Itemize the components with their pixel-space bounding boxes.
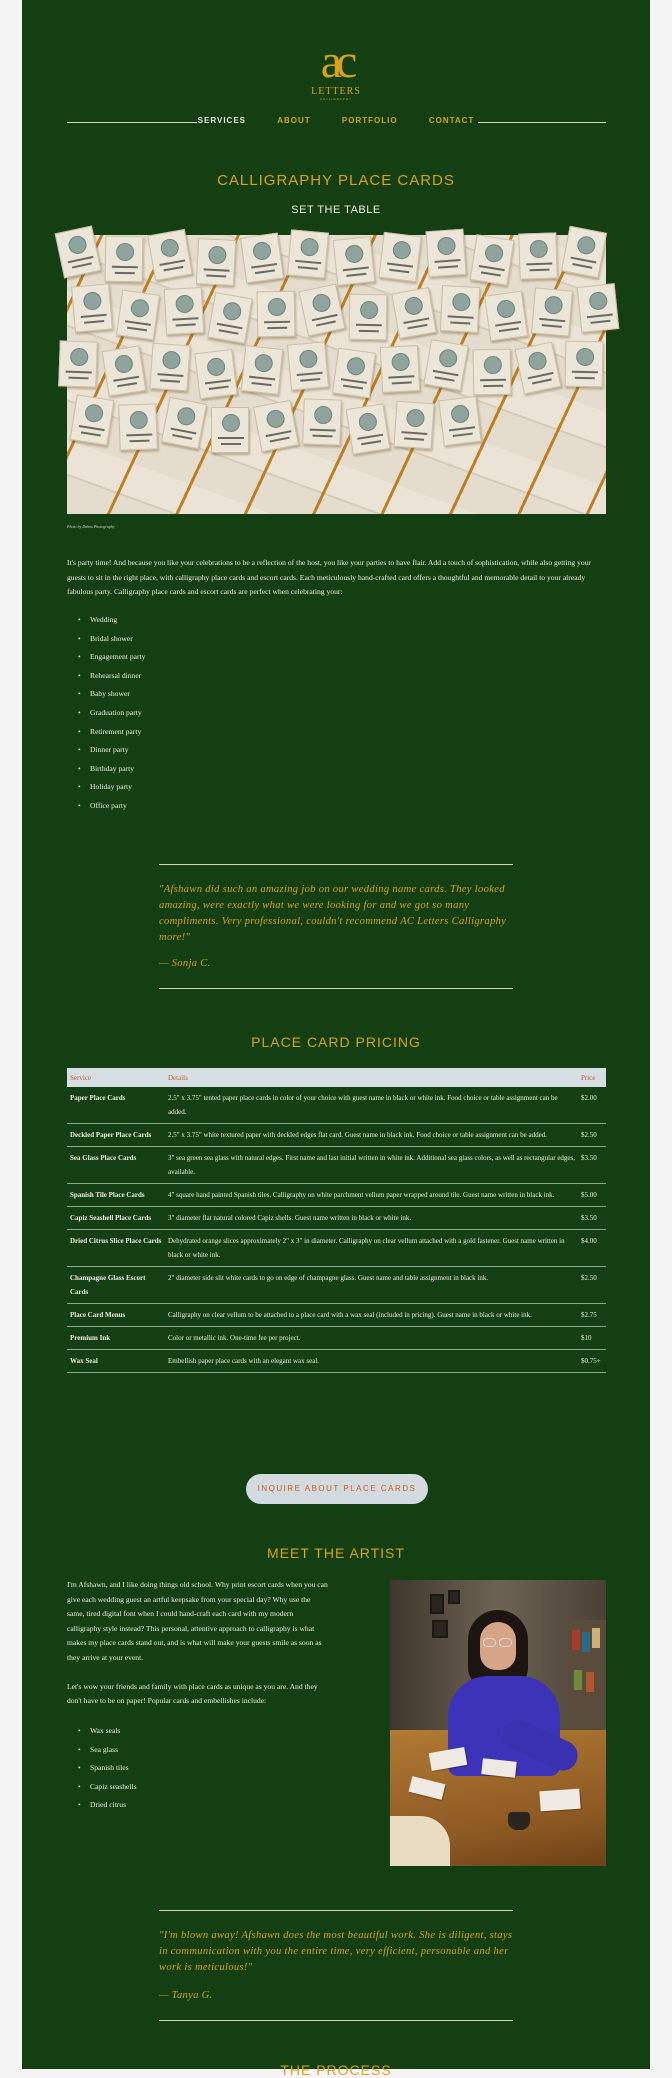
cell-details: Embellish paper place cards with an elegant wax seal. bbox=[165, 1350, 578, 1373]
page bbox=[22, 0, 650, 2078]
cell-details: 3" diameter flat natural colored Capiz shells. Guest name written in black or white ink. bbox=[165, 1207, 578, 1230]
place-card bbox=[253, 400, 299, 452]
cell-price: $3.50 bbox=[578, 1207, 606, 1230]
inquire-button[interactable]: INQUIRE ABOUT PLACE CARDS bbox=[246, 1474, 428, 1504]
place-card bbox=[484, 291, 528, 342]
nav-item-portfolio[interactable]: PORTFOLIO bbox=[341, 116, 398, 125]
pricing-table bbox=[67, 1068, 606, 1373]
place-card bbox=[473, 349, 512, 396]
place-card bbox=[287, 341, 329, 390]
table-row bbox=[67, 1207, 606, 1230]
quote2-divider-top bbox=[159, 1910, 513, 1911]
cell-service: Dried Citrus Slice Place Cards bbox=[67, 1230, 165, 1267]
place-card bbox=[333, 236, 376, 286]
list-item: • Holiday party bbox=[78, 778, 145, 797]
place-card bbox=[438, 396, 481, 446]
place-card bbox=[531, 287, 573, 336]
logo-subline: CALLIGRAPHY bbox=[319, 97, 352, 101]
logo[interactable] bbox=[22, 35, 650, 101]
artist-photo bbox=[390, 1580, 606, 1866]
photo-credit: Photo by Dabos Photography bbox=[67, 524, 115, 529]
place-card bbox=[161, 397, 207, 449]
table-row bbox=[67, 1147, 606, 1184]
cell-details: Color or metallic ink. One-time fee per project. bbox=[165, 1327, 578, 1350]
place-card bbox=[58, 340, 98, 387]
testimonial2-quote: "I'm blown away! Afshawn does the most beautiful work. She is diligent, stays in communication with you the entire time, very efficient, personable and her work is meticulous!" bbox=[159, 1930, 513, 1973]
testimonial-quote: "Afshawn did such an amazing job on our wedding name cards. They looked amazing, were exactly what we were looking for and we got so many compliments. Very professional, couldn't recommend AC Letters Calligraphy more!" bbox=[159, 884, 507, 943]
cell-price: $0.75+ bbox=[578, 1350, 606, 1373]
cell-price: $2.75 bbox=[578, 1304, 606, 1327]
quote-divider-top bbox=[159, 864, 513, 865]
list-item: • Wax seals bbox=[78, 1722, 137, 1741]
place-card bbox=[194, 349, 237, 399]
cell-price: $2.50 bbox=[578, 1267, 606, 1304]
pricing-heading: PLACE CARD PRICING bbox=[251, 1034, 421, 1050]
cell-price: $10 bbox=[578, 1327, 606, 1350]
col-details: Details bbox=[168, 1073, 188, 1082]
place-card bbox=[240, 233, 284, 284]
place-card bbox=[287, 229, 329, 278]
cell-details: 2" diameter side slit white cards to go on edge of champagne glass. Guest name and table assignment in black ink. bbox=[165, 1267, 578, 1304]
cell-service: Place Card Menus bbox=[67, 1304, 165, 1327]
cell-service: Paper Place Cards bbox=[67, 1087, 165, 1124]
place-card bbox=[425, 229, 466, 278]
place-card bbox=[149, 343, 190, 392]
artist-bio-p1: I'm Afshawn, and I like doing things old school. Why print escort cards when you can give each wedding guest an artful keepsake from your special day? Why use the same, tired digital font when I could hand-craft each card with my modern calligraphy style instead? This personal, attentive approach to calligraphy is what makes my place cards stand out, and is what will make your guests smile as soon as they arrive at your event. bbox=[67, 1580, 328, 1662]
place-card bbox=[423, 339, 468, 391]
quote-divider-bottom bbox=[159, 988, 513, 989]
place-card bbox=[378, 232, 421, 282]
artist-bio-p2: Let's wow your friends and family with place cards as unique as you are. And they don't have to be on paper! Popular cards and embellishes include: bbox=[67, 1681, 318, 1706]
list-item: • Wedding bbox=[78, 611, 145, 630]
place-card bbox=[302, 398, 342, 445]
cell-price: $2.00 bbox=[578, 1087, 606, 1124]
cell-service: Champagne Glass Escort Cards bbox=[67, 1267, 165, 1304]
quote2-divider-bottom bbox=[159, 2020, 513, 2021]
table-row bbox=[67, 1230, 606, 1267]
list-item: • Office party bbox=[78, 797, 145, 816]
cell-service: Wax Seal bbox=[67, 1350, 165, 1373]
place-card bbox=[299, 284, 346, 337]
list-item: • Graduation party bbox=[78, 704, 145, 723]
nav-item-contact[interactable]: CONTACT bbox=[428, 116, 475, 125]
place-card bbox=[147, 229, 192, 281]
place-card bbox=[196, 238, 236, 286]
cell-price: $4.00 bbox=[578, 1230, 606, 1267]
place-card bbox=[515, 342, 562, 395]
hero-photo-place-cards bbox=[67, 235, 606, 514]
list-item: • Engagement party bbox=[78, 648, 145, 667]
cell-details: 4" square hand painted Spanish tiles. Calligraphy on white parchment vellum paper wrapped around tile. Guest name written in black ink. bbox=[165, 1184, 578, 1207]
cell-details: 3" sea green sea glass with natural edges. First name and last initial written in white ink. Additional sea glass colors, as well as rectangular edges, available. bbox=[165, 1147, 578, 1184]
cell-service: Spanish Tile Place Cards bbox=[67, 1184, 165, 1207]
table-row bbox=[67, 1184, 606, 1207]
place-card bbox=[393, 401, 434, 450]
list-item: • Retirement party bbox=[78, 723, 145, 742]
nav-item-about[interactable]: ABOUT bbox=[277, 116, 311, 125]
list-item: • Birthday party bbox=[78, 760, 145, 779]
logo-monogram: ac bbox=[320, 35, 352, 88]
place-card bbox=[241, 345, 284, 395]
place-card bbox=[118, 403, 158, 450]
cell-details: 2.5" x 3.75" tented paper place cards in color of your choice with guest name in black or white ink. Food choice or table assignment can be added. bbox=[165, 1087, 578, 1124]
place-card bbox=[211, 407, 249, 453]
place-card bbox=[346, 403, 391, 454]
list-item: • Spanish tiles bbox=[78, 1759, 137, 1778]
embellishments-list bbox=[78, 1722, 137, 1815]
place-card bbox=[518, 232, 558, 279]
list-item: • Rehearsal dinner bbox=[78, 667, 145, 686]
intro-paragraph: It's party time! And because you like your celebrations to be a reflection of the host, you like your parties to have flair. Add a touch of sophistication, while also getting your guests to sit in the right place, with calligraphy place cards and escort cards. Each meticulously hand-crafted card offers a thoughtful and memorable detail to your already fabulous party. Calligraphy place cards and escort cards are perfect when celebrating your: bbox=[67, 558, 591, 597]
place-card bbox=[470, 234, 515, 285]
cell-service: Premium Ink bbox=[67, 1327, 165, 1350]
table-row bbox=[67, 1267, 606, 1304]
main-nav bbox=[22, 116, 650, 125]
artist-bio bbox=[67, 1578, 329, 1723]
events-list bbox=[78, 611, 145, 816]
list-item: • Bridal shower bbox=[78, 630, 145, 649]
list-item: • Dried citrus bbox=[78, 1796, 137, 1815]
cell-details: Calligraphy on clear vellum to be attached to a place card with a wax seal (included in pricing). Guest name in black or white ink. bbox=[165, 1304, 578, 1327]
table-row bbox=[67, 1304, 606, 1327]
cell-service: Deckled Paper Place Cards bbox=[67, 1124, 165, 1147]
table-row bbox=[67, 1327, 606, 1350]
table-row bbox=[67, 1350, 606, 1373]
table-row bbox=[67, 1087, 606, 1124]
place-card bbox=[71, 283, 113, 332]
process-heading: THE PROCESS bbox=[280, 2062, 392, 2078]
page-subtitle: SET THE TABLE bbox=[291, 204, 381, 216]
place-card bbox=[105, 236, 144, 283]
col-price: Price bbox=[581, 1073, 596, 1082]
place-card bbox=[561, 226, 607, 278]
list-item: • Capiz seashells bbox=[78, 1778, 137, 1797]
cell-service: Capiz Seashell Place Cards bbox=[67, 1207, 165, 1230]
place-card bbox=[577, 283, 620, 333]
nav-item-services[interactable]: SERVICES bbox=[197, 116, 246, 125]
col-service: Service bbox=[70, 1073, 91, 1082]
pricing-header-row bbox=[67, 1068, 606, 1087]
place-card bbox=[349, 294, 388, 341]
place-card bbox=[207, 292, 252, 344]
testimonial-author: — Sonja C. bbox=[159, 958, 211, 969]
page-title: CALLIGRAPHY PLACE CARDS bbox=[217, 172, 455, 189]
cell-details: Dehydrated orange slices approximately 2" x 3" in diameter. Calligraphy on clear vellum attached with a gold fastener. Guest name written in black or white ink. bbox=[165, 1230, 578, 1267]
cell-price: $3.50 bbox=[578, 1147, 606, 1184]
logo-wordmark: LETTERS bbox=[311, 86, 361, 97]
place-card bbox=[164, 287, 204, 335]
place-card bbox=[70, 394, 115, 445]
artist-heading: MEET THE ARTIST bbox=[267, 1545, 405, 1561]
place-card bbox=[391, 287, 436, 339]
cell-price: $2.50 bbox=[578, 1124, 606, 1147]
list-item: • Sea glass bbox=[78, 1741, 137, 1760]
place-card bbox=[332, 348, 376, 399]
testimonial2-author: — Tanya G. bbox=[159, 1990, 213, 2001]
place-card bbox=[102, 345, 147, 396]
cell-service: Sea Glass Place Cards bbox=[67, 1147, 165, 1184]
cell-details: 2.5" x 3.75" white textured paper with deckled edges flat card. Guest name in black ink. Food choice or table assignment can be added. bbox=[165, 1124, 578, 1147]
place-card bbox=[55, 226, 102, 279]
place-card bbox=[380, 345, 420, 393]
table-row bbox=[67, 1124, 606, 1147]
place-card bbox=[440, 285, 480, 333]
list-item: • Dinner party bbox=[78, 741, 145, 760]
cell-price: $5.00 bbox=[578, 1184, 606, 1207]
list-item: • Baby shower bbox=[78, 685, 145, 704]
place-card bbox=[565, 341, 604, 388]
place-card bbox=[116, 290, 160, 341]
place-card bbox=[257, 291, 296, 338]
